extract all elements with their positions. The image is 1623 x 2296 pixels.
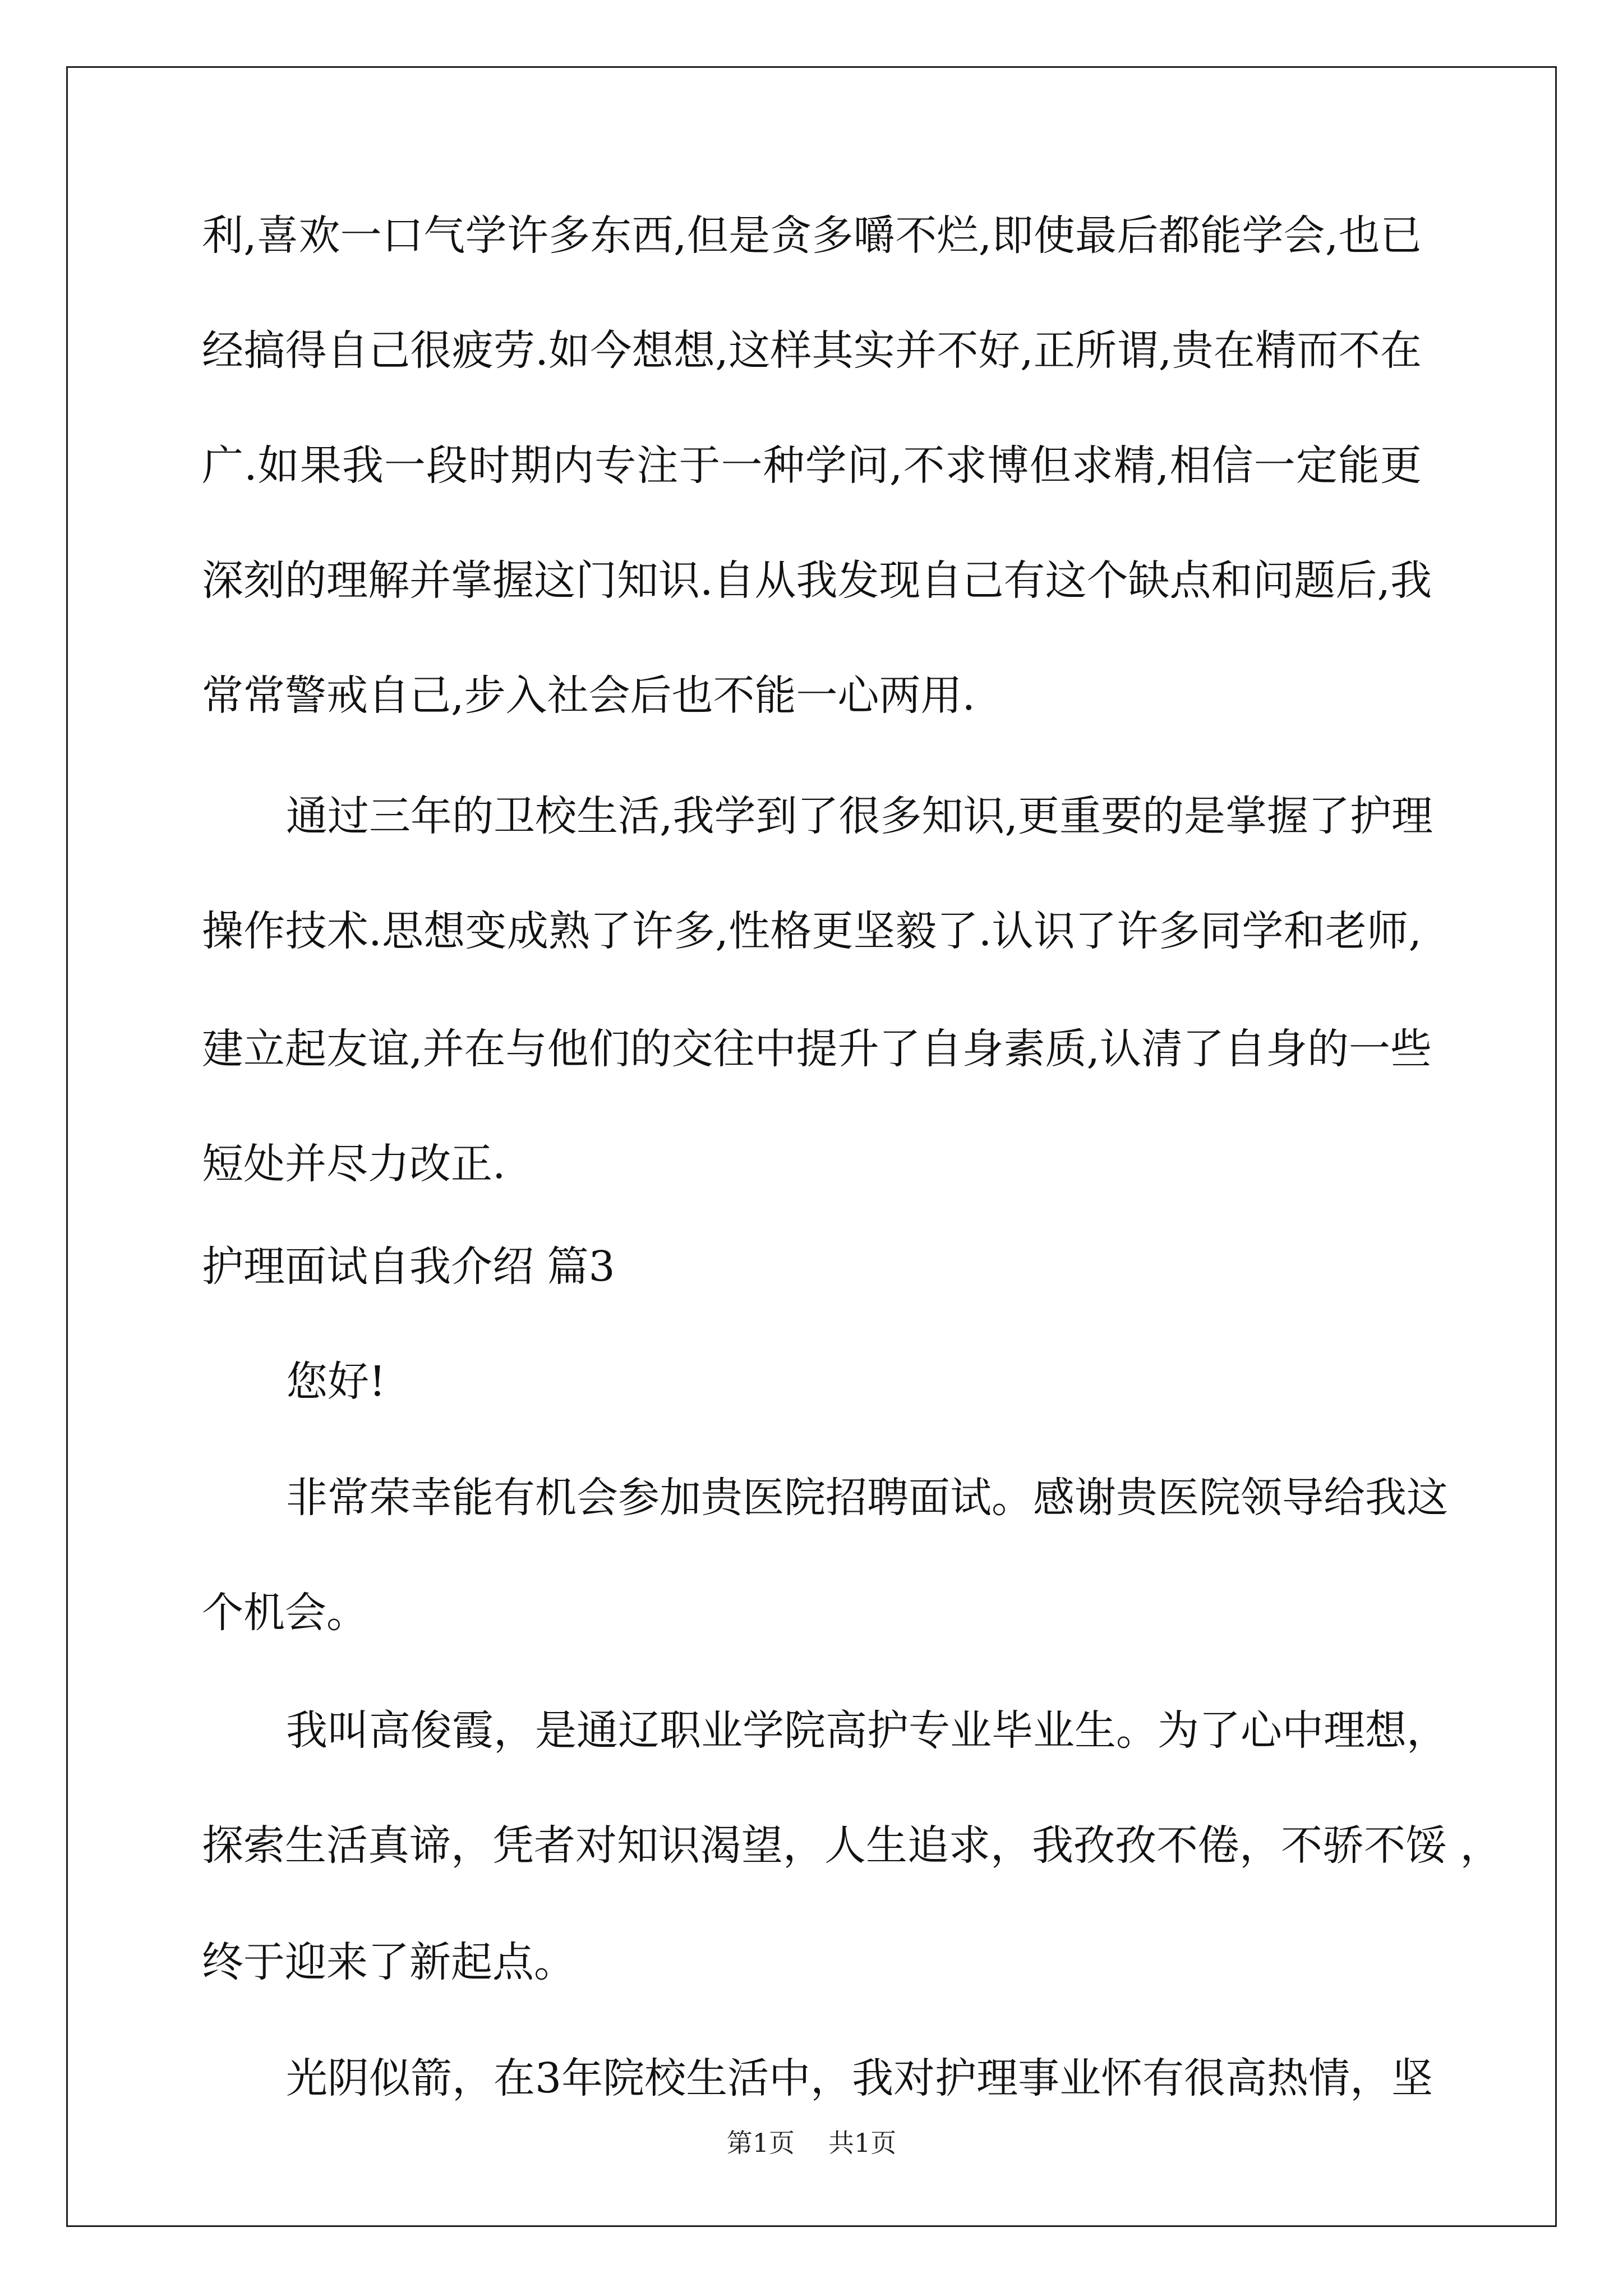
text-line: 探索生活真谛，凭者对知识渴望，人生追求，我孜孜不倦，不骄不馁 ， <box>202 1821 1502 1870</box>
paragraph-first-line: 通过三年的卫校生活,我学到了很多知识,更重要的是掌握了护理 <box>286 792 1433 840</box>
text-line: 广.如果我一段时期内专注于一种学问,不求博但求精,相信一定能更 <box>202 441 1422 490</box>
paragraph-first-line: 我叫高俊霞，是通辽职业学院高护专业毕业生。为了心中理想， <box>286 1706 1448 1755</box>
text-line: 深刻的理解并掌握这门知识.自从我发现自己有这个缺点和问题后,我 <box>202 556 1432 605</box>
section-heading: 护理面试自我介绍 篇3 <box>202 1243 615 1291</box>
text-line: 短处并尽力改正. <box>202 1140 506 1188</box>
text-line: 建立起友谊,并在与他们的交往中提升了自身素质,认清了自身的一些 <box>202 1025 1432 1073</box>
text-line: 个机会。 <box>202 1589 368 1637</box>
page-number-total: 共1页 <box>828 2128 897 2158</box>
text-line: 操作技术.思想变成熟了许多,性格更坚毅了.认识了许多同学和老师, <box>202 907 1422 955</box>
greeting-line: 您好! <box>286 1358 386 1406</box>
text-line: 经搞得自己很疲劳.如今想想,这样其实并不好,正所谓,贵在精而不在 <box>202 326 1422 375</box>
paragraph-first-line: 非常荣幸能有机会参加贵医院招聘面试。感谢贵医院领导给我这 <box>286 1474 1448 1522</box>
page-footer <box>0 2126 1623 2160</box>
page-number-current: 第1页 <box>726 2128 795 2158</box>
text-line: 常常警戒自己,步入社会后也不能一心两用. <box>202 671 976 720</box>
paragraph-first-line: 光阴似箭，在3年院校生活中，我对护理事业怀有很高热情，坚 <box>286 2054 1433 2102</box>
text-line: 利,喜欢一口气学许多东西,但是贪多嚼不烂,即使最后都能学会,也已 <box>202 211 1422 260</box>
text-line: 终于迎来了新起点。 <box>202 1938 575 1986</box>
